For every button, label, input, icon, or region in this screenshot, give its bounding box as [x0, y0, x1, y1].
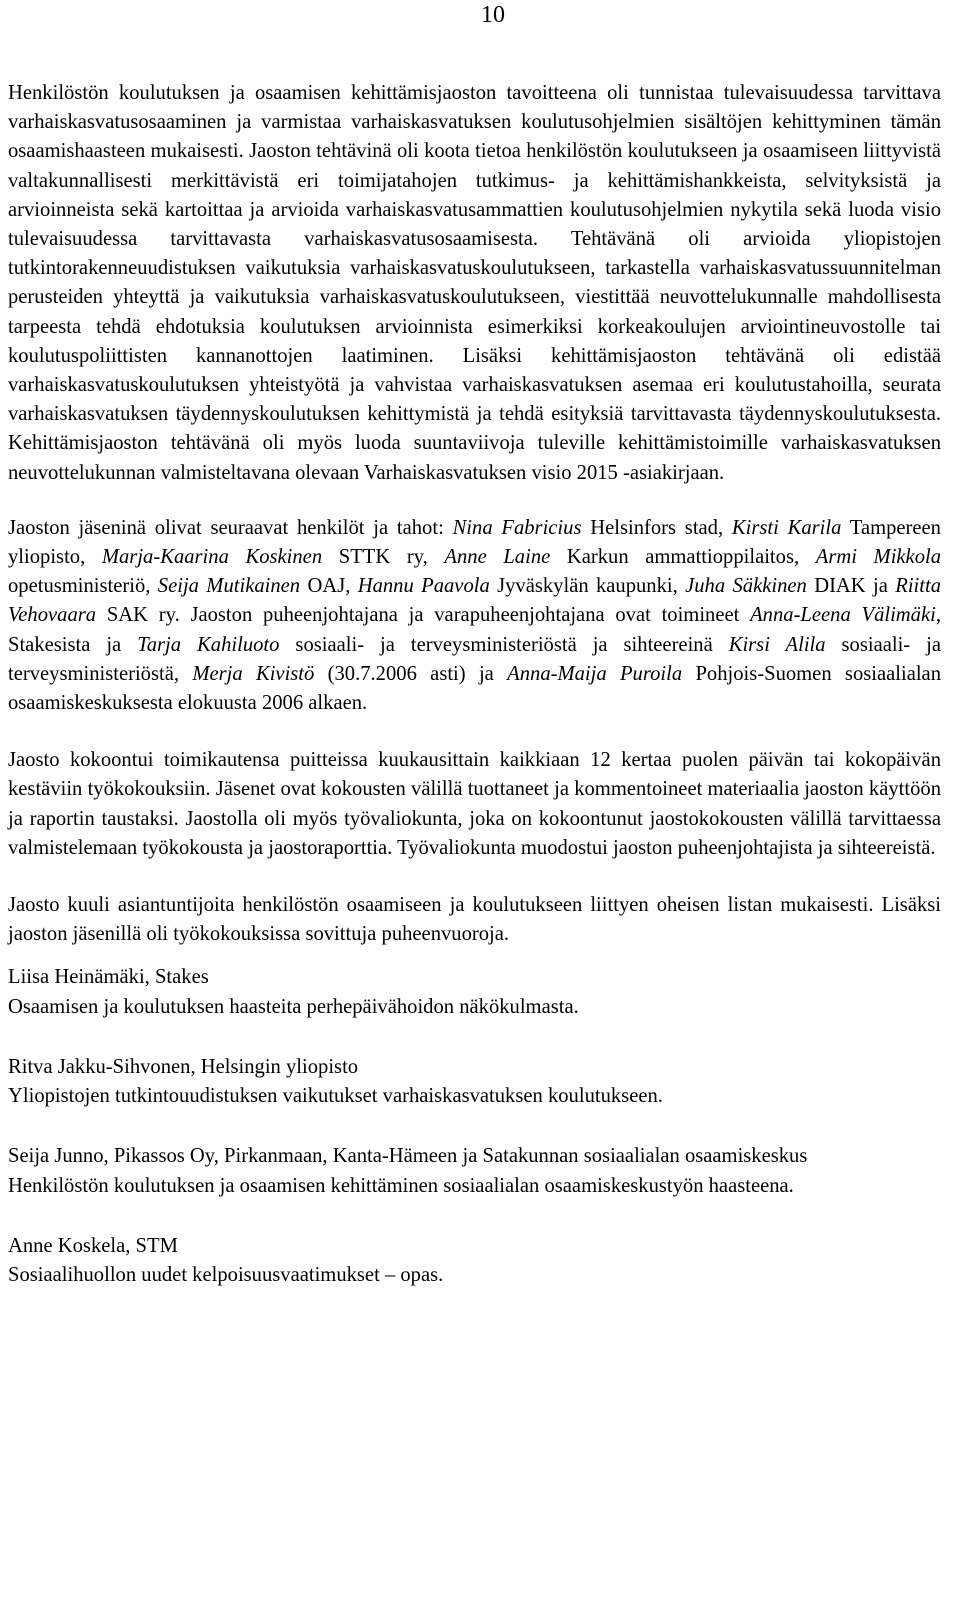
expert-name: Ritva Jakku-Sihvonen, Helsingin yliopisto	[8, 1055, 359, 1078]
member-name: Riitta Vehovaara	[8, 575, 941, 627]
paragraph-meetings: Jaosto kokoontui toimikautensa puitteissa kuukausittain kaikkiaan 12 kertaa puolen päivän tai kokopäivän kestäviin työkokouksiin. Jäsenet ovat kokousten välillä tuottaneet ja kommentoineet materiaalia jaoston käyttöön ja raportin taustaksi. Jaostolla oli myös työvaliokunta, joka on kokoontunut jaostokokousten välillä tarvittaessa valmistelemaan työkokousta ja jaostoraporttia. Työvaliokunta muodostui jaoston puheenjohtajista ja sihteereistä.	[8, 749, 941, 859]
page-number: 10	[481, 2, 505, 28]
member-name: Anne Laine	[444, 546, 551, 569]
member-name: Juha Säkkinen	[685, 575, 807, 598]
member-name: Marja-Kaarina Koskinen	[101, 546, 323, 569]
expert-entry	[8, 1232, 941, 1290]
document-body	[8, 79, 941, 1290]
paragraph-members: Jaoston jäseninä olivat seuraavat henkilöt ja tahot: Nina Fabricius Helsinfors stad, Kirsti Karila Tampereen yliopisto, Marja-Kaarina Koskinen STTK ry, Anne Laine Karkun ammattioppilaitos, Armi Mikkola opetusministeriö, Seija Mutikainen OAJ, Hannu Paavola Jyväskylän kaupunki, Juha Säkkinen DIAK ja Riitta Vehovaara SAK ry. Jaoston puheenjohtajana ja varapuheenjohtajana ovat toimineet Anna-Leena Välimäki, Stakesista ja Tarja Kahiluoto sosiaali- ja terveysministeriöstä ja sihteereinä Kirsi Alila sosiaali- ja terveysministeriöstä, Merja Kivistö (30.7.2006 asti) ja Anna-Maija Puroila Pohjois-Suomen sosiaalialan osaamiskeskuksesta elokuusta 2006 alkaen.	[8, 516, 942, 715]
member-name: Armi Mikkola	[815, 546, 942, 569]
expert-topic: Henkilöstön koulutuksen ja osaamisen kehittäminen sosiaalialan osaamiskeskustyön haasteena.	[8, 1174, 794, 1197]
expert-name: Anne Koskela, STM	[8, 1234, 178, 1257]
expert-name: Liisa Heinämäki, Stakes	[8, 966, 209, 989]
chair-name: Anna-Leena Välimäki	[750, 604, 936, 627]
expert-topic: Osaamisen ja koulutuksen haasteita perhepäivähoidon näkökulmasta.	[8, 995, 579, 1018]
expert-topic: Yliopistojen tutkintouudistuksen vaikutukset varhaiskasvatuksen koulutukseen.	[8, 1085, 663, 1108]
vice-chair-name: Tarja Kahiluoto	[137, 633, 280, 656]
expert-entry	[8, 1053, 941, 1111]
member-name: Seija Mutikainen	[157, 575, 301, 598]
paragraph-mandate: Henkilöstön koulutuksen ja osaamisen kehittämisjaoston tavoitteena oli tunnistaa tulevaisuudessa tarvittava varhaiskasvatusosaaminen ja varmistaa varhaiskasvatuksen koulutusohjelmien sisältöjen kehittyminen tämän osaamishaasteen mukaisesti. Jaoston tehtävinä oli koota tietoa henkilöstön koulutukseen ja osaamiseen liittyvistä valtakunnallisesti merkittävistä eri toimijatahojen tutkimus- ja kehittämishankkeista, selvityksistä ja arvioinneista sekä kartoittaa ja arvioida varhaiskasvatusammattien koulutusohjelmien nykytila sekä luoda visio tulevaisuudessa tarvittavasta varhaiskasvatusosaamisesta. Tehtävänä oli arvioida yliopistojen tutkintorakenneuudistuksen vaikutuksia varhaiskasvatuskoulutukseen, tarkastella varhaiskasvatussuunnitelman perusteiden yhteyttä ja vaikutuksia varhaiskasvatuskoulutukseen, viestittää neuvottelukunnalle mahdollisesta tarpeesta tehdä ehdotuksia koulutuksen arvioinnista esimerkiksi korkeakoulujen arviointineuvostolle tai koulutuspoliittisten kannanottojen laatiminen. Lisäksi kehittämisjaoston tehtävänä oli edistää varhaiskasvatuskoulutuksen yhteistyötä ja vahvistaa varhaiskasvatuksen asemaa eri koulutustahoilla, seurata varhaiskasvatuksen täydennyskoulutuksen kehittymistä ja tehdä esityksiä tarvittavasta täydennyskoulutuksesta. Kehittämisjaoston tehtävänä oli myös luoda suuntaviivoja tuleville kehittämistoimille varhaiskasvatuksen neuvottelukunnan valmisteltavana olevaan Varhaiskasvatuksen visio 2015 -asiakirjaan.	[8, 82, 941, 484]
expert-name: Seija Junno, Pikassos Oy, Pirkanmaan, Kanta-Hämeen ja Satakunnan sosiaalialan osaamiskeskus	[8, 1145, 808, 1168]
secretary-name: Anna-Maija Puroila	[507, 662, 683, 685]
member-name: Kirsti Karila	[731, 516, 842, 539]
member-name: Hannu Paavola	[357, 575, 490, 598]
secretary-name: Kirsi Alila	[728, 633, 826, 656]
expert-list	[8, 963, 941, 1290]
expert-entry	[8, 1142, 941, 1200]
paragraph-experts-intro: Jaosto kuuli asiantuntijoita henkilöstön osaamiseen ja koulutukseen liittyen oheisen listan mukaisesti. Lisäksi jaoston jäsenillä oli työkokouksissa sovittuja puheenvuoroja.	[8, 894, 941, 946]
secretary-name: Merja Kivistö	[192, 662, 315, 685]
expert-topic: Sosiaalihuollon uudet kelpoisuusvaatimukset – opas.	[8, 1263, 444, 1286]
expert-entry	[8, 963, 941, 1021]
member-name: Nina Fabricius	[452, 516, 582, 539]
